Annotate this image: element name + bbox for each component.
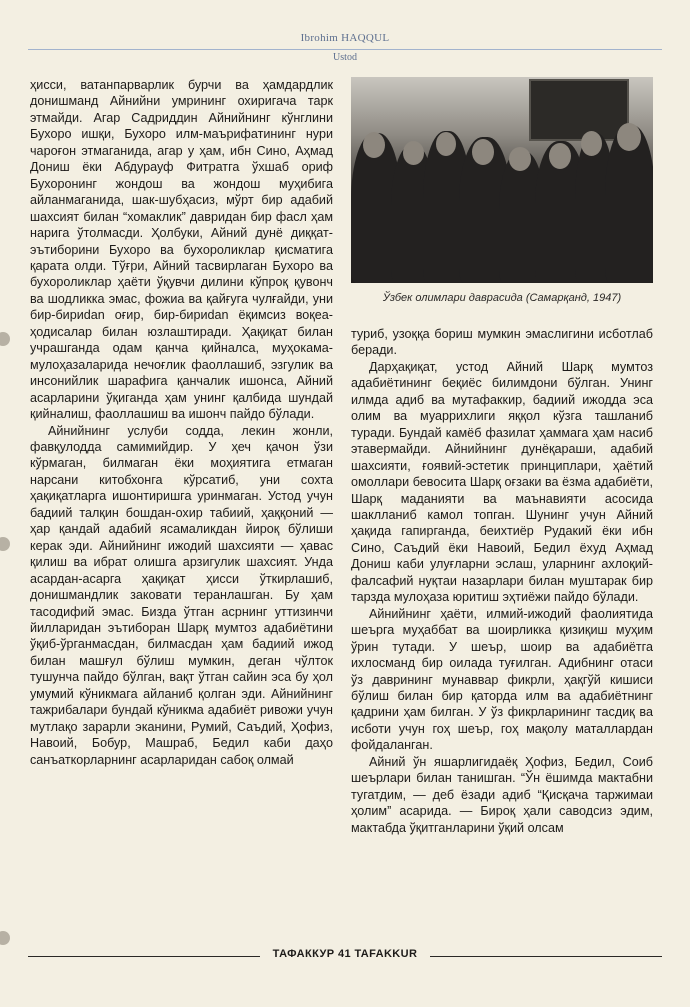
paragraph: ҳисси, ватанпарварлик бурчи ва ҳамдардлик донишманд Айнийни умрининг охиригача тарк этмайди. Агар Садриддин Айнийнинг кўнглини Бухоро ишқи, Бухоро илм-маърифатининг нури чароғон этмаганида, агар у ҳам, ибн Сино, Аҳмад Дониш ёки Абдурауф Фитратга ўхшаб ориф Бухоронинг жондош ва жондош муҳибига айланмаганида, шак-шубҳасиз, мўрт бир адабий шахсият билан “хомаклик” давридан бир фасл ҳам нарига ўтолмасди. Ҳолбуки, Айний дунё диққат-эътиборини Бухоро ва бухороликлар қисматига қарата олди. Тўғри, Айний тасвирлаган Бухоро ва бухороликлар ҳаёти ўқувчи дилини кўпроқ қувонч ва шодликка эмас, фожиа ва қайғуга чулғайди, уни бир-бириdan оғир, бир-бириdan ёқимсиз воқеа-ҳодисалар билан юзлаштиради. Ҳақиқат билан учрашганда одам қанча қийналса, муҳокама-мулоҳазаларида нечоғлик фаоллашиб, эзгулик ва инсонийлик шарафига қанчалик ишонса, Айний асарларини ўқиганда ҳам унинг қалбида шундай қийналиш, фаоллашиш ва ишонч пайдо бўлади. <box>30 78 333 422</box>
binding-hole <box>0 931 10 945</box>
running-header <box>28 32 662 66</box>
header-rule <box>28 49 662 50</box>
paragraph: Айнийнинг ҳаёти, илмий-ижодий фаолиятида шеърга муҳаббат ва шоирликка қизиқиш муҳим ўрин тутади. У шеър, шоир ва адабиётга ихлосманд бир оилада туғилган. Адибнинг отаси ўз даврининг мунаввар фикрли, ҳақгўй кишиси бўлиш билан бир қаторда илм ва адабиётнинг қадрини ҳам билган. У ўз фикрларининг тасдиқ ва исботи учун гоҳ шеър, гоҳ мақолу маталлардан фойдаланган. <box>351 606 653 753</box>
footer-page-number: ТАФАККУР 41 TAFAKKUR <box>272 948 418 960</box>
person-head <box>509 147 531 171</box>
binding-hole <box>0 537 10 551</box>
paragraph: Айний ўн яшарлигидаёқ Ҳофиз, Бедил, Соиб шеърлари билан танишган. “Ўн ёшимда мактабни тугатдим, — деб ёзади адиб “Қисқача таржимаи ҳолим” асарида. — Бироқ ҳали саводсиз эдим, мактабда ўқитганларини ўқий олсам <box>351 754 653 835</box>
footer-rule <box>430 956 662 957</box>
header-author: Ibrohim HAQQUL <box>300 32 390 44</box>
person-head <box>363 132 385 158</box>
person-head <box>403 141 424 165</box>
left-column <box>30 77 333 768</box>
person-head <box>436 132 456 156</box>
page-footer <box>28 948 662 966</box>
group-photo <box>351 77 653 283</box>
header-section: Ustod <box>333 52 357 63</box>
paragraph: Айнийнинг услуби содда, лекин жонли, фавқулодда самимийдир. У ҳеч қачон ўзи кўрмаган, билмаган ёки моҳиятига етмаган нарсани китобхонга кўрсатиб, уни сохта ҳақиқатларга ишонтиришга уринмаган. Устод учун бадиий талқин бошдан-охир табиий, ҳаққоний — ҳар қандай адабий ясамаликдан йироқ бўлиши керак эди. Айнийнинг ижодий шахсияти — ҳавас қилиш ва ибрат олишга арзигулик шахсият. Унда асардан-асарга ҳақиқат ҳисси ўткирлашиб, донишмандлик заковати теранлашган. Бу ҳам тасодифий эмас. Бизда ўтган асрнинг уттизинчи йилларидан эътиборан Шарқ мумтоз адабиётини ўқиб-ўрганмасдан, билмасдан ҳам бадиий ижод билан машғул бўлиш мумкин, деган чўлток тушунча пайдо бўлган, вақт ўтган сайин эса бу ҳол умумий кўникмага айланиб қолган эди. Айнийнинг тажрибалари бундай кўникма адабиёт ривожи учун мутлақо зарарли эканини, Румий, Саъдий, Ҳофиз, Навоий, Бобур, Машраб, Бедил каби даҳо санъаткорларнинг асарларидан сабоқ олмай <box>30 423 333 767</box>
person-head <box>549 143 571 169</box>
person-head <box>472 139 494 165</box>
paragraph: Дарҳақиқат, устод Айний Шарқ мумтоз адабиётининг беқиёс билимдони бўлган. Унинг илмда адиб ва мутафаккир, бадиий ижодда эса олим ва муаррихлиги яққол кўзга ташланиб туради. Бундай камёб фазилат ҳаммага ҳам насиб этавермайди. Айнийнинг дунёқараши, адабий шахсияти, ғоявий-эстетик принциплари, ҳаётий омоллари бевосита Шарқ оғзаки ва ёзма адабиёти, Шарқ маданияти ва маънавияти асосида шаклланиб камол топган. Шунинг учун Айний ҳақида гапирганда, беихтиёр Рудакий ёки ибн Сино, Саъдий ёки Навоий, Бедил ёхуд Аҳмад Дониш каби улуғларни эслаш, уларнинг ахлоқий-фалсафий нуқтаи назарлари билан муштарак бир тарзда мулоҳаза юритиш эҳтиёжи пайдо бўлади. <box>351 359 653 605</box>
paragraph: туриб, узоққа бориш мумкин эмаслигини исботлаб беради. <box>351 327 653 358</box>
person-head <box>581 131 602 156</box>
wall-painting <box>529 79 629 141</box>
binding-hole <box>0 332 10 346</box>
right-column <box>351 326 653 836</box>
person-head <box>617 123 641 151</box>
photo-caption: Ўзбек олимлари даврасида (Самарқанд, 1947) <box>382 292 622 304</box>
